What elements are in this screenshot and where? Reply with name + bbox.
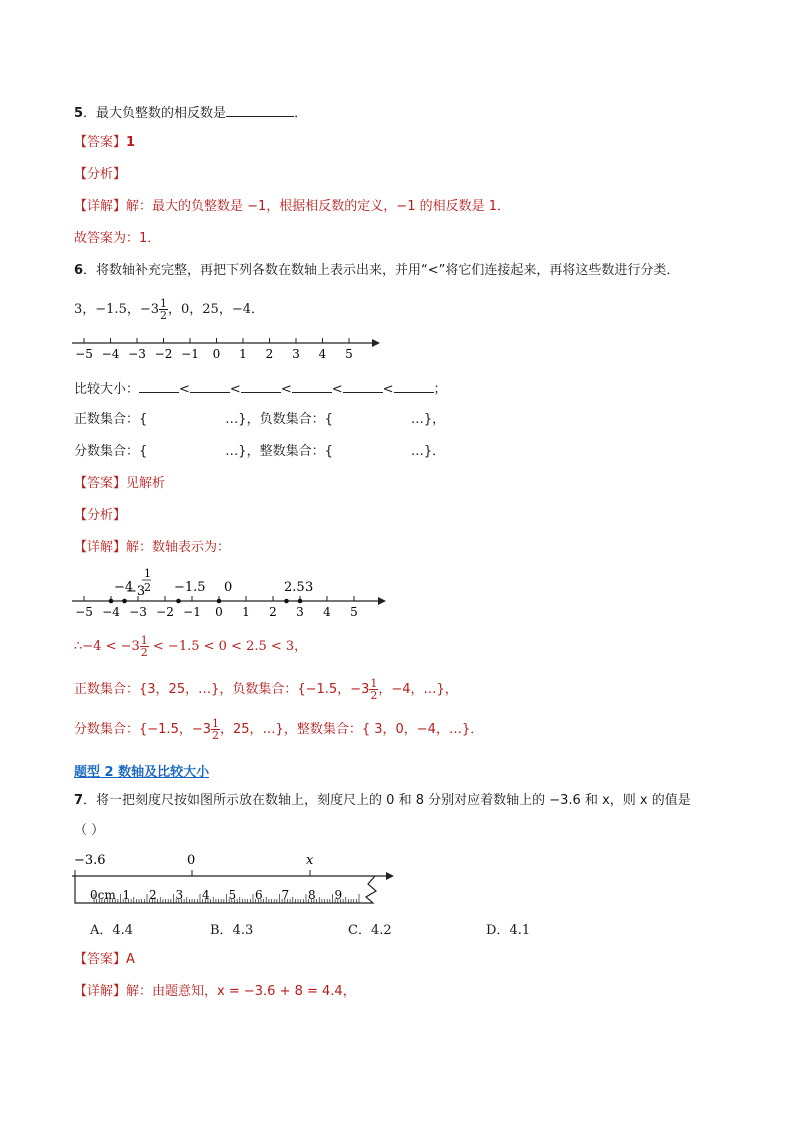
option-value: 4.3: [232, 923, 254, 938]
int-set-label: ，整数集合：{: [246, 444, 333, 459]
q6-blank-number-line: [66, 333, 386, 363]
q7-answer-tag: 【答案】: [74, 952, 127, 967]
tick-label: 2: [265, 347, 274, 361]
tick-label: −5: [75, 605, 93, 619]
compare-blank-3: [241, 379, 281, 393]
option-value: 4.1: [509, 923, 531, 938]
q7-ruler-figure: [66, 848, 406, 908]
plot-label-2-5: 2.5: [284, 580, 305, 595]
q5-detail: [74, 198, 510, 216]
frac-ans-b: ，25，…}，整数集合：{ 3，0，−4，…}．: [220, 722, 484, 737]
q5-question: [74, 103, 307, 123]
fraction-numerator: 1: [160, 297, 168, 310]
q6-answer-tag: 【答案】: [74, 476, 127, 491]
fraction-denominator: 2: [212, 729, 220, 742]
label-zero: 0: [187, 853, 196, 868]
label-minus-3-6: −3.6: [74, 853, 106, 868]
fraction-numerator: 1: [212, 717, 220, 730]
fraction-numerator: 1: [140, 634, 148, 647]
tick-label: 0: [212, 347, 221, 361]
q7-detail-text: 解：由题意知，x = −3.6 + 8 = 4.4，: [126, 984, 356, 999]
fraction: [211, 718, 220, 741]
option-value: 4.4: [112, 923, 134, 938]
dot-m1-5: [176, 599, 181, 604]
order-a: ∴−4 < −3: [74, 639, 140, 654]
set-end: …}: [410, 444, 433, 459]
q5-answer-value: 1: [126, 135, 136, 150]
option-a[interactable]: [90, 919, 133, 938]
set-end: …}: [225, 444, 247, 459]
tick-label: −4: [101, 347, 120, 361]
q7-answer-line: [74, 951, 135, 969]
q6-question: [74, 262, 679, 280]
q6-answer-value: 见解析: [126, 476, 166, 491]
q6-order: [74, 633, 307, 661]
plot-label-m4: −4: [114, 580, 134, 595]
plot-frac-den: 2: [144, 581, 151, 594]
compare-blank-5: [343, 379, 383, 393]
dot-m3-5: [122, 599, 127, 604]
plot-label-m3-half: [126, 584, 145, 599]
ruler-label: 6: [255, 888, 263, 902]
q6-fraction: [159, 298, 168, 321]
tick-label: −2: [154, 347, 173, 361]
q6-detail-tag: 【详解】: [74, 540, 127, 555]
q5-analysis-tag: 【分析】: [74, 167, 127, 182]
option-d[interactable]: [486, 919, 530, 938]
tick-label: 1: [242, 605, 250, 619]
pos-set-label: 正数集合：{: [74, 412, 148, 427]
option-key: A．: [90, 923, 113, 938]
q7-question-text: ．将一把刻度尺按如图所示放在数轴上，刻度尺上的 0 和 8 分别对应着数轴上的 −3.6 和 x，则 x 的值是: [83, 793, 691, 808]
plot-label-0: 0: [224, 580, 233, 595]
ruler-label: 2: [149, 888, 157, 902]
q6-numbers-a: 3，−1.5，−3: [74, 302, 160, 317]
tick-label: −3: [129, 605, 147, 619]
tick-label: 3: [292, 347, 300, 361]
period: ．: [432, 444, 446, 459]
q6-pos-neg-sets: [74, 411, 445, 429]
fraction-denominator: 2: [370, 689, 378, 702]
tick-label: 4: [318, 347, 327, 361]
dot-0: [217, 599, 222, 604]
plot-label-m3-whole: −3: [126, 584, 146, 599]
label-x: x: [306, 853, 314, 868]
option-b[interactable]: [210, 919, 253, 938]
lt-sign: <: [382, 382, 394, 397]
lt-sign: <: [229, 382, 241, 397]
q7-number: 7: [74, 793, 84, 808]
section-heading: 题型 2 数轴及比较大小: [74, 765, 210, 780]
lt-sign: <: [331, 382, 343, 397]
ruler-label: 9: [334, 888, 343, 902]
option-key: D．: [486, 923, 510, 938]
q7-detail-tag: 【详解】: [74, 984, 127, 999]
fraction: [140, 635, 149, 658]
q5-number: 5: [74, 106, 84, 121]
neg-set-label: ，负数集合：{: [246, 412, 333, 427]
plot-frac-num: 1: [144, 567, 151, 580]
comma: ，: [432, 412, 446, 427]
fraction-numerator: 1: [370, 677, 378, 690]
compare-blank-4: [292, 379, 332, 393]
fraction-denominator: 2: [160, 309, 168, 322]
frac-ans-a: 分数集合：{−1.5，−3: [74, 722, 212, 737]
option-value: 4.2: [370, 923, 392, 938]
pos-ans-b: ，−4，…}，: [378, 682, 458, 697]
q5-conclusion: 故答案为：1．: [74, 231, 161, 246]
plot-label-3: 3: [305, 580, 314, 595]
fraction: [369, 678, 378, 701]
set-end: …}: [225, 412, 247, 427]
tick-label: −2: [156, 605, 174, 619]
compare-blank-2: [190, 379, 230, 393]
ruler-label: 0cm: [90, 888, 116, 902]
option-key: C．: [348, 923, 371, 938]
q6-analysis-tag: 【分析】: [74, 508, 127, 523]
tick-label: −4: [102, 605, 120, 619]
q6-number: 6: [74, 263, 84, 278]
q7-answer-value: A: [126, 952, 135, 967]
q6-plotted-number-line: [66, 565, 396, 627]
tick-label: 2: [269, 605, 277, 619]
ruler-label: 1: [122, 888, 131, 902]
tick-label: −1: [181, 347, 199, 361]
q5-answer-blank: [226, 103, 294, 117]
q6-numbers-b: ，0，25，−4．: [168, 302, 264, 317]
tick-label: 4: [323, 605, 331, 619]
q6-numbers: [74, 296, 264, 324]
frac-set-label: 分数集合：{: [74, 444, 148, 459]
q6-frac-int-answer: [74, 716, 483, 744]
ruler-label: 4: [202, 888, 210, 902]
compare-blank-1: [139, 379, 179, 393]
q6-detail-text: 解：数轴表示为：: [126, 540, 231, 555]
tick-label: −5: [75, 347, 93, 361]
q5-answer-line: [74, 134, 135, 152]
ruler-label: 3: [175, 888, 184, 902]
q5-answer-tag: 【答案】: [74, 135, 127, 150]
set-end: …}: [410, 412, 433, 427]
q5-end: ．: [294, 106, 308, 121]
q5-detail-tag: 【详解】: [74, 199, 127, 214]
ruler-label: 8: [308, 888, 316, 902]
tick-label: 1: [239, 347, 247, 361]
q6-detail: [74, 539, 230, 557]
tick-label: −1: [183, 605, 201, 619]
order-b: < −1.5 < 0 < 2.5 < 3，: [148, 639, 308, 654]
q7-question: [74, 792, 691, 810]
tick-label: 0: [215, 605, 223, 619]
option-c[interactable]: [348, 919, 392, 938]
q6-question-text: ．将数轴补充完整，再把下列各数在数轴上表示出来，并用“<”将它们连接起来，再将这些数进行分类．: [83, 263, 680, 278]
fraction-denominator: 2: [140, 646, 148, 659]
compare-blank-6: [394, 379, 434, 393]
q5-question-text: ．最大负整数的相反数是: [83, 106, 227, 121]
axis-arrow: [378, 597, 386, 605]
lt-sign: <: [280, 382, 292, 397]
dot-3: [298, 599, 303, 604]
dot-2-5: [284, 599, 289, 604]
lt-sign: <: [179, 382, 190, 397]
option-key: B．: [210, 923, 233, 938]
q6-compare-line: [74, 379, 447, 399]
q6-pos-neg-answer: [74, 676, 458, 704]
axis-arrow: [386, 872, 394, 880]
tick-label: −3: [128, 347, 146, 361]
tick-label: 3: [296, 605, 304, 619]
semicolon: ；: [433, 382, 447, 397]
dot-m4: [109, 599, 114, 604]
ruler-label: 7: [281, 888, 290, 902]
q6-frac-int-sets: [74, 443, 445, 461]
q6-answer-line: [74, 475, 165, 493]
pos-ans-a: 正数集合：{3，25，…}，负数集合：{−1.5，−3: [74, 682, 370, 697]
compare-label: 比较大小：: [74, 382, 140, 397]
q7-detail: [74, 983, 356, 1001]
q5-detail-text: 解：最大的负整数是 −1，根据相反数的定义，−1 的相反数是 1．: [126, 199, 511, 214]
tick-label: 5: [345, 347, 353, 361]
tick-label: 5: [350, 605, 358, 619]
ruler-label: 5: [228, 888, 237, 902]
plot-label-m1-5: −1.5: [174, 580, 206, 595]
q7-paren: （ ）: [74, 823, 105, 838]
axis-arrow: [372, 339, 380, 347]
